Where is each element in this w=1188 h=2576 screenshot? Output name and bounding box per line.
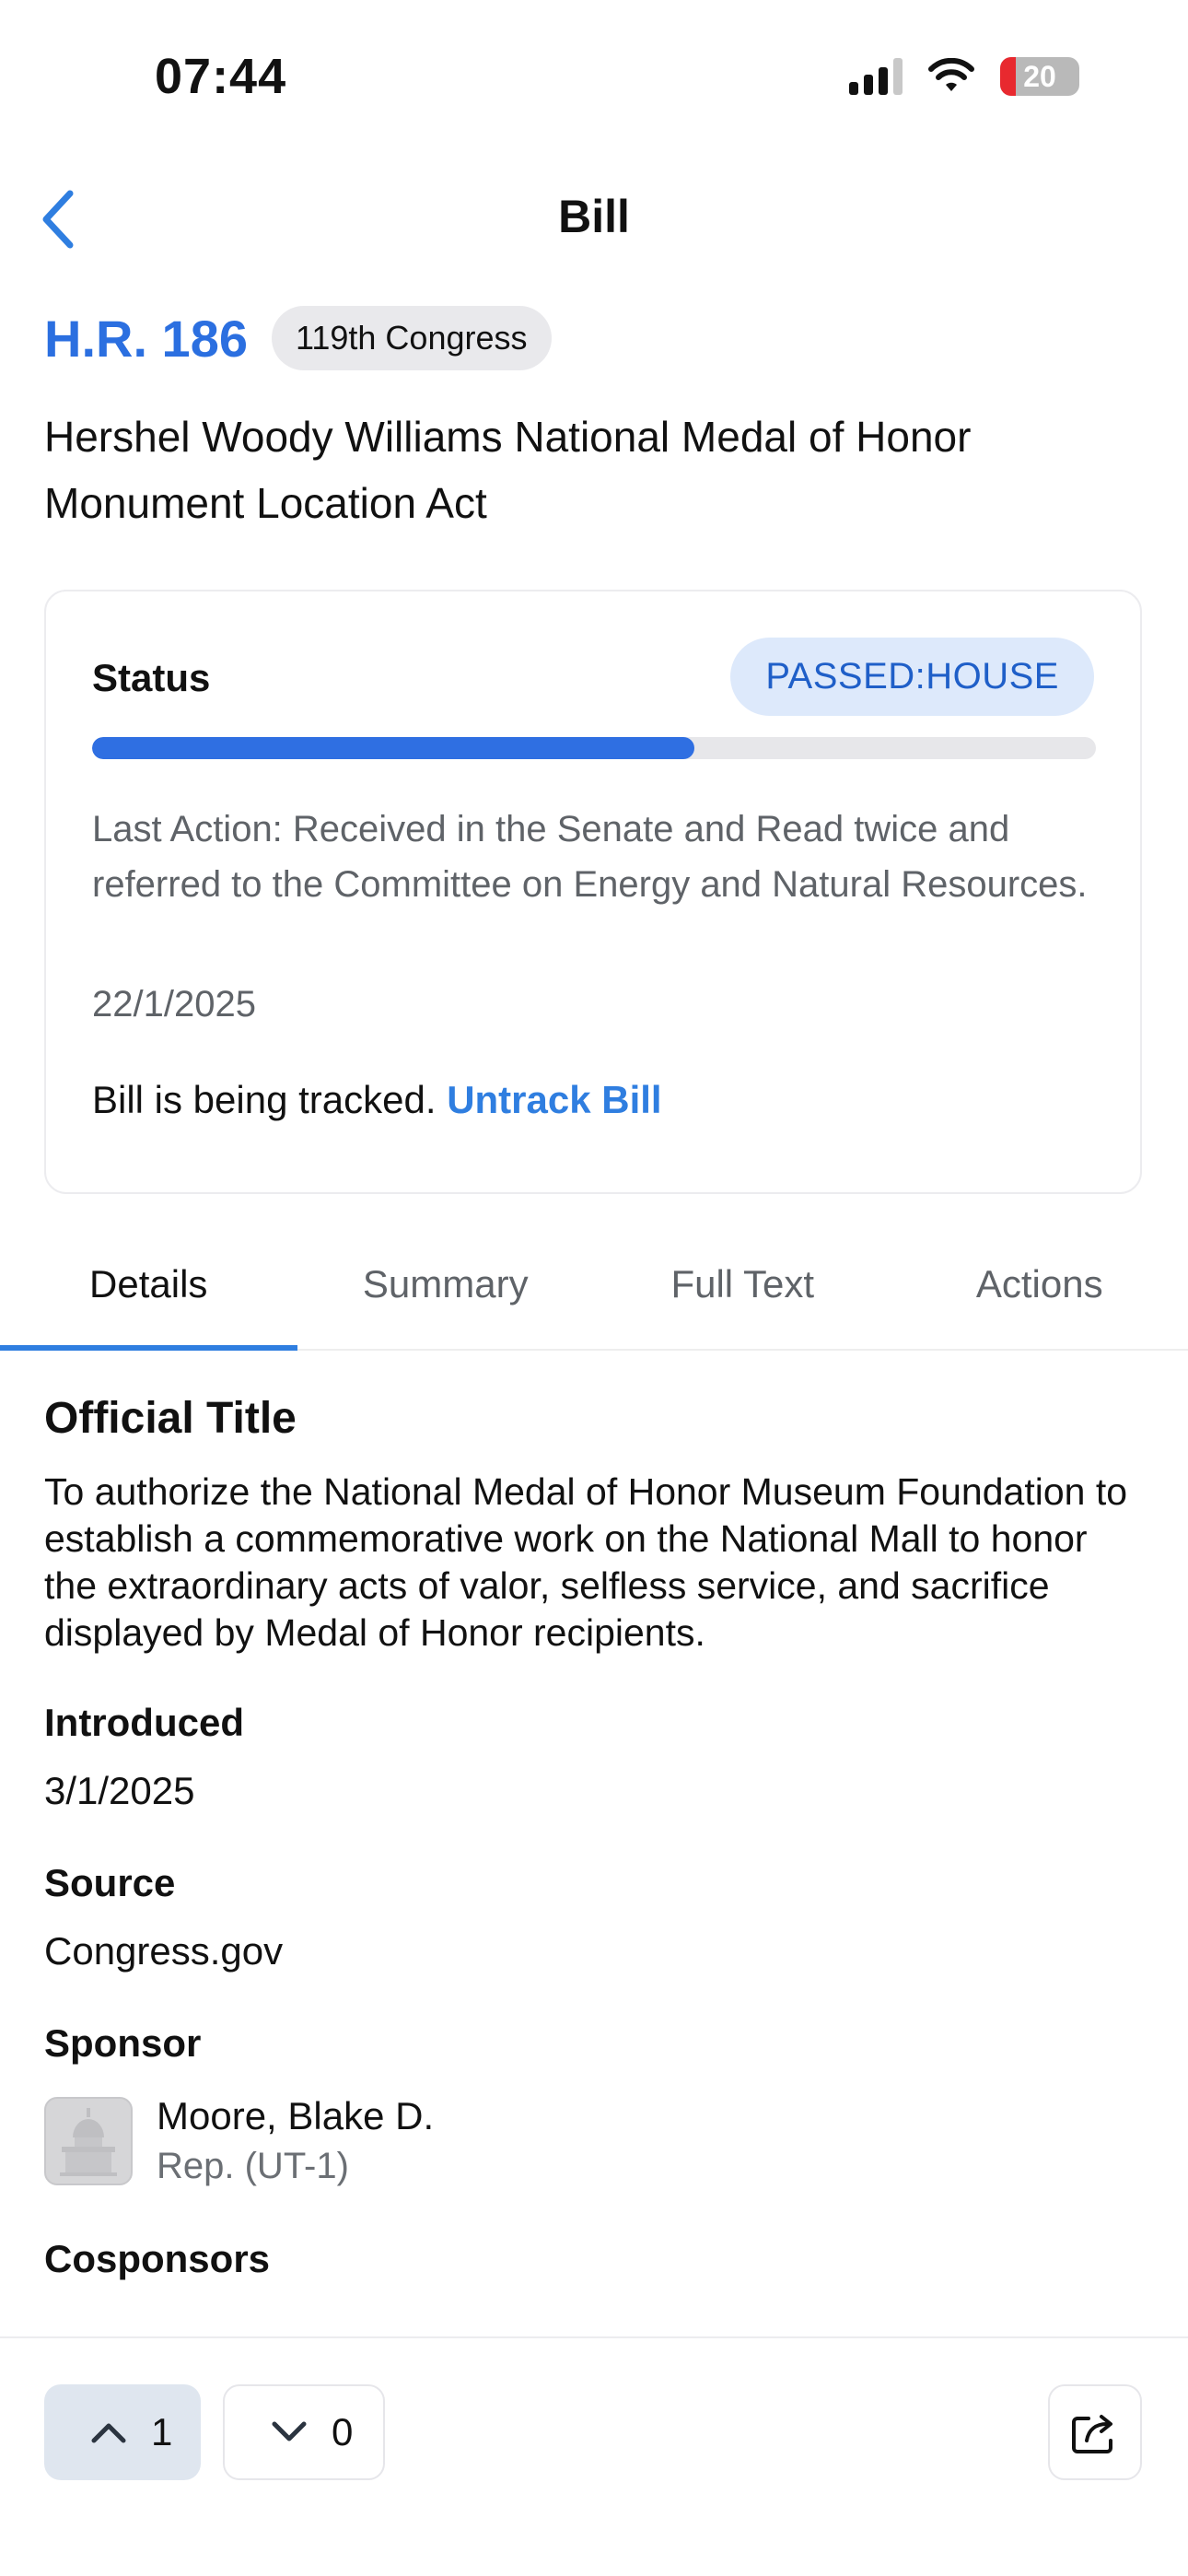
last-action-text: Last Action: Received in the Senate and Read twice and referred to the Committee on Energy and Natural Resources. <box>92 809 1088 905</box>
bill-number: H.R. 186 <box>44 309 248 368</box>
source-value: Congress.gov <box>44 1929 284 1973</box>
tab-full-text[interactable]: Full Text <box>670 1262 815 1306</box>
congress-badge: 119th Congress <box>272 306 552 370</box>
bill-header <box>44 306 552 370</box>
status-progress-fill <box>92 737 694 759</box>
cosponsors-heading: Cosponsors <box>44 2237 271 2280</box>
sponsor-heading: Sponsor <box>44 2021 202 2065</box>
bottom-action-bar <box>0 2336 1188 2576</box>
status-badge: PASSED:HOUSE <box>730 638 1094 716</box>
tracking-text: Bill is being tracked. <box>92 1078 437 1121</box>
nav-bar <box>0 157 1188 276</box>
chevron-down-icon <box>271 2420 308 2444</box>
wifi-icon <box>926 58 976 95</box>
introduced-heading: Introduced <box>44 1701 244 1744</box>
cellular-signal-icon <box>849 58 903 95</box>
status-card <box>44 590 1142 1194</box>
status-icons <box>849 57 1079 96</box>
source-heading: Source <box>44 1861 176 1904</box>
share-icon <box>1070 2409 1120 2455</box>
chevron-up-icon <box>90 2420 127 2444</box>
avatar <box>44 2097 133 2185</box>
sponsor-name: Moore, Blake D. <box>157 2094 435 2137</box>
capitol-icon <box>56 2104 121 2178</box>
page-title: Bill <box>558 191 630 242</box>
upvote-count: 1 <box>151 2410 173 2453</box>
untrack-bill-link[interactable]: Untrack Bill <box>447 1078 662 1121</box>
downvote-button[interactable] <box>223 2384 385 2480</box>
sponsor-row[interactable] <box>44 2091 434 2191</box>
status-bar <box>0 0 1188 157</box>
tab-summary[interactable]: Summary <box>362 1262 529 1306</box>
status-progress-bar <box>92 737 1096 759</box>
tracking-status <box>92 1078 662 1122</box>
share-button[interactable] <box>1048 2384 1142 2480</box>
battery-icon: 20 <box>1000 57 1079 96</box>
bill-title: Hershel Woody Williams National Medal of Honor Monument Location Act <box>44 413 972 527</box>
status-time: 07:44 <box>155 49 287 104</box>
upvote-button[interactable] <box>44 2384 201 2480</box>
last-action-date: 22/1/2025 <box>92 984 256 1025</box>
sponsor-role: Rep. (UT-1) <box>157 2146 349 2186</box>
official-title-text: To authorize the National Medal of Honor Museum Foundation to establish a commemorative work on the National Mall to honor the extraordinary acts of valor, selfless service, and sacrifice displayed by Medal of Honor recipients. <box>44 1470 1128 1654</box>
status-label: Status <box>92 656 211 699</box>
tab-actions[interactable]: Actions <box>975 1262 1103 1306</box>
tab-bar <box>0 1240 1188 1351</box>
tab-details[interactable]: Details <box>0 1240 297 1349</box>
official-title-heading: Official Title <box>44 1394 297 1443</box>
introduced-date: 3/1/2025 <box>44 1769 195 1812</box>
sponsor-info <box>157 2091 434 2191</box>
downvote-count: 0 <box>332 2410 354 2453</box>
